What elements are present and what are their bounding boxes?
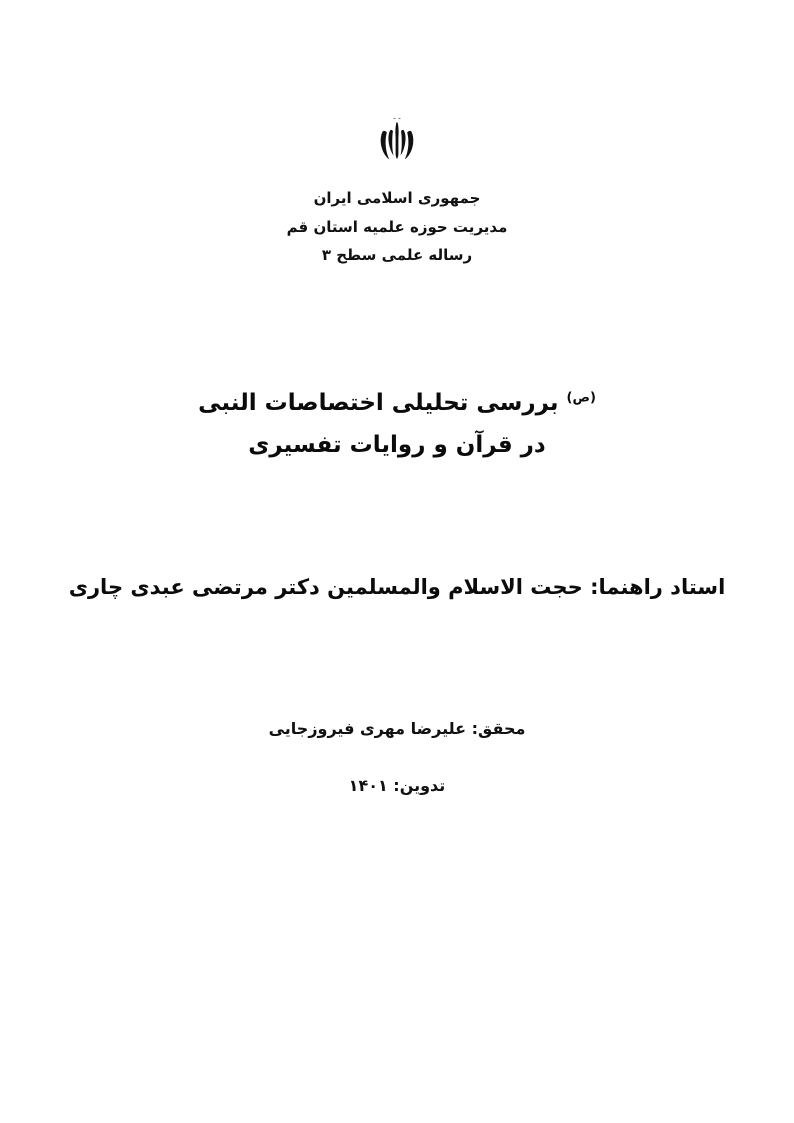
header-line-institution: مدیریت حوزه علمیه استان قم bbox=[286, 217, 508, 236]
author-block bbox=[269, 711, 526, 803]
date-text: تدوین: ۱۴۰۱ bbox=[348, 775, 446, 795]
header-line-country: جمهوری اسلامی ایران bbox=[313, 189, 481, 207]
title-line-1 bbox=[77, 382, 717, 425]
iran-emblem-icon bbox=[368, 112, 426, 170]
document-title bbox=[77, 382, 717, 467]
author-text: محقق: علیرضا مهری فیروزجایی bbox=[268, 718, 526, 738]
emblem-block bbox=[368, 112, 426, 170]
header-line-thesis-level: رساله علمی سطح ۳ bbox=[321, 246, 473, 264]
supervisor-text: استاد راهنما: حجت الاسلام والمسلمین دکتر مرتضی عبدی چاری bbox=[68, 574, 726, 599]
title-main-text: بررسی تحلیلی اختصاصات النبی bbox=[198, 389, 559, 416]
title-honorific: (ص) bbox=[566, 389, 596, 405]
header-lines bbox=[287, 184, 508, 270]
title-line-2: در قرآن و روایات تفسیری bbox=[248, 432, 546, 459]
supervisor-block bbox=[37, 575, 757, 599]
